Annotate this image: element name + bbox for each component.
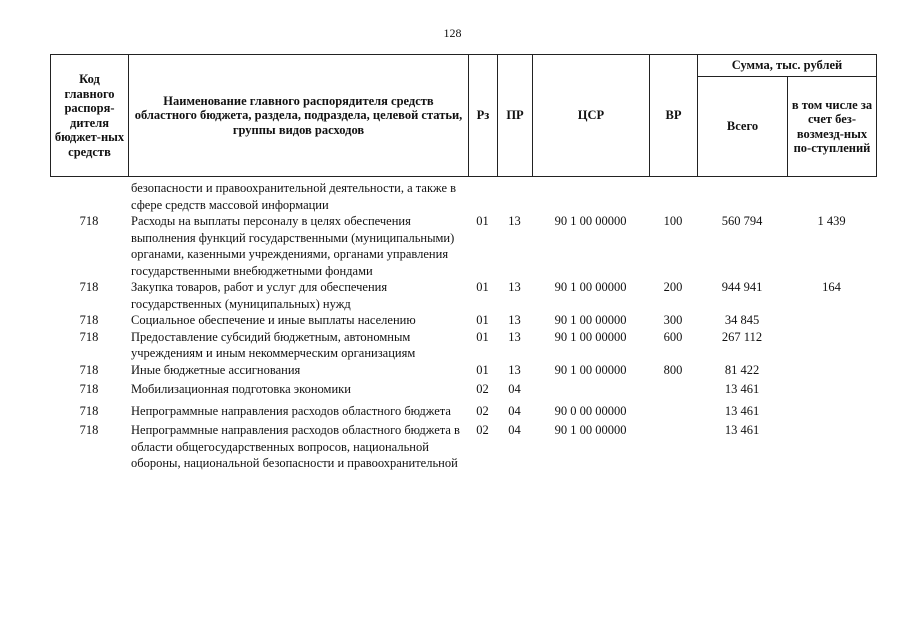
- cell-csr: 90 1 00 00000: [554, 423, 627, 437]
- cell-rz: 01: [476, 329, 489, 344]
- cell-name: безопасности и правоохранительной деятельности, а также в сфере средств массовой информации: [131, 181, 457, 212]
- cell-total: 81 422: [724, 362, 760, 377]
- page-number: 128: [443, 26, 462, 40]
- header-rz: Рз: [469, 55, 498, 177]
- cell-rz: 01: [476, 313, 489, 327]
- cell-bv: 164: [822, 280, 841, 294]
- cell-rz: 01: [476, 214, 489, 228]
- cell-vr: 100: [663, 214, 683, 228]
- cell-rz: 02: [476, 423, 489, 437]
- header-total: Всего: [698, 77, 788, 177]
- table-row: [50, 279, 876, 312]
- cell-name: Непрограммные направления расходов областного бюджета: [131, 403, 451, 418]
- cell-rz: 02: [476, 382, 489, 396]
- cell-total: 34 845: [724, 313, 760, 327]
- cell-pr: 13: [508, 214, 521, 228]
- cell-csr: 90 1 00 00000: [554, 362, 627, 377]
- cell-rz: 01: [476, 280, 489, 294]
- cell-name: Иные бюджетные ассигнования: [131, 362, 301, 377]
- header-pr: ПР: [498, 55, 533, 177]
- header-code: Код главного распоря-дителя бюджет-ных средств: [51, 55, 129, 177]
- cell-code: 718: [79, 214, 99, 228]
- cell-pr: 13: [508, 362, 521, 377]
- cell-total: 267 112: [721, 329, 763, 344]
- cell-code: 718: [79, 329, 99, 344]
- header-name: Наименование главного распорядителя средств областного бюджета, раздела, подраздела, целевой статьи, группы видов расходов: [129, 55, 469, 177]
- cell-total: 13 461: [724, 403, 760, 418]
- cell-vr: 600: [663, 329, 683, 344]
- table-row: [50, 422, 876, 472]
- table-row: [50, 329, 876, 362]
- cell-vr: 200: [663, 280, 683, 294]
- header-bv: в том числе за счет без-возмезд-ных по-ступлений: [788, 77, 877, 177]
- table-body: [50, 180, 876, 472]
- cell-vr: 300: [663, 313, 683, 327]
- cell-total: 13 461: [724, 382, 760, 396]
- cell-csr: 90 1 00 00000: [554, 280, 627, 294]
- cell-csr: 90 1 00 00000: [554, 313, 627, 327]
- cell-csr: 90 0 00 00000: [554, 403, 627, 418]
- cell-name: Социальное обеспечение и иные выплаты населению: [131, 313, 416, 327]
- cell-code: 718: [79, 403, 99, 418]
- cell-code: 718: [79, 423, 99, 437]
- header-vr: ВР: [650, 55, 698, 177]
- table-row: [50, 213, 876, 279]
- cell-pr: 04: [508, 423, 521, 437]
- table-row: [50, 381, 876, 398]
- cell-csr: 90 1 00 00000: [554, 329, 627, 344]
- cell-name: Мобилизационная подготовка экономики: [131, 382, 351, 396]
- cell-pr: 04: [508, 403, 521, 418]
- cell-name: Расходы на выплаты персоналу в целях обеспечения выполнения функций государственными (муниципальными) органами, казенными учреждениями, органами управления государственными внебюджетными фондами: [131, 214, 455, 278]
- cell-code: 718: [79, 280, 99, 294]
- cell-pr: 04: [508, 382, 521, 396]
- cell-csr: 90 1 00 00000: [554, 214, 627, 228]
- cell-code: 718: [79, 382, 99, 396]
- cell-name: Закупка товаров, работ и услуг для обеспечения государственных (муниципальных) нужд: [131, 280, 388, 311]
- cell-pr: 13: [508, 313, 521, 327]
- table-row: [50, 180, 876, 213]
- cell-rz: 02: [476, 403, 489, 418]
- table-row: [50, 312, 876, 329]
- cell-rz: 01: [476, 362, 489, 377]
- table-row: [50, 403, 876, 420]
- cell-bv: 1 439: [817, 214, 846, 228]
- cell-total: 13 461: [724, 423, 760, 437]
- cell-pr: 13: [508, 280, 521, 294]
- cell-name: Непрограммные направления расходов областного бюджета в области общегосударственных вопросов, национальной обороны, национальной безопасности и правоохранительной: [131, 423, 460, 470]
- cell-total: 560 794: [721, 214, 763, 228]
- header-csr: ЦСР: [533, 55, 650, 177]
- cell-vr: 800: [663, 362, 683, 377]
- cell-code: 718: [79, 313, 99, 327]
- cell-pr: 13: [508, 329, 521, 344]
- cell-total: 944 941: [721, 280, 763, 294]
- table-header: [50, 54, 877, 177]
- cell-code: 718: [79, 362, 99, 377]
- table-row: [50, 362, 876, 379]
- header-sum: Сумма, тыс. рублей: [698, 55, 877, 77]
- cell-name: Предоставление субсидий бюджетным, автономным учреждениям и иным некоммерческим организациям: [131, 329, 416, 360]
